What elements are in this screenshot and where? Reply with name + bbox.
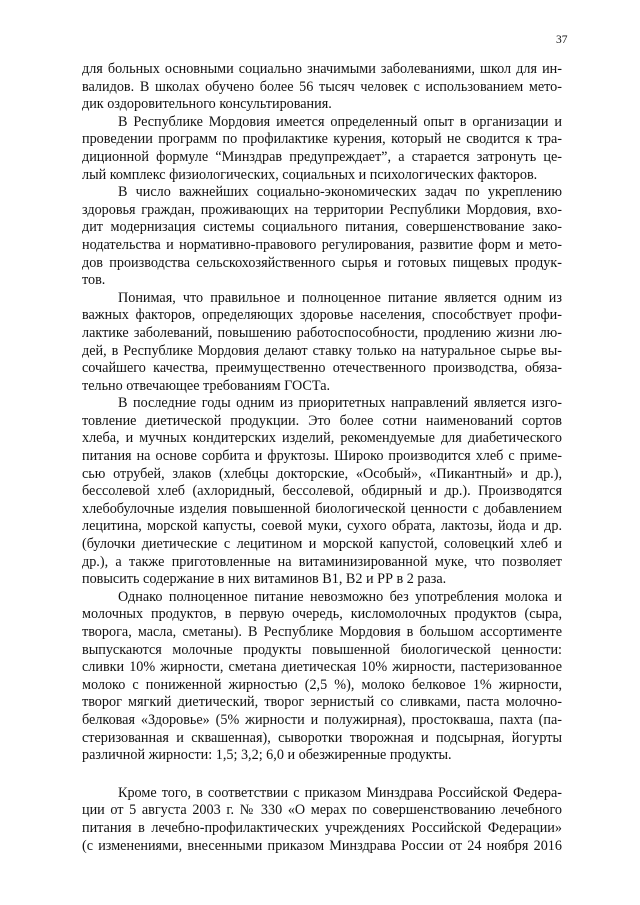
text-line: здоровья граждан, проживающих на территории Республики Мордовия, вхо-	[82, 201, 562, 218]
text-line: (с изменениями, внесенными приказом Минздрава России от 24 ноября 2016	[82, 837, 562, 854]
text-line: сью отрубей, злаков (хлебцы докторские, «Особый», «Пикантный» и др.),	[82, 465, 562, 482]
paragraph	[82, 785, 562, 855]
text-line: валидов. В школах обучено более 56 тысяч человек с использованием мето-	[82, 78, 562, 95]
text-line: важных факторов, определяющих здоровье населения, способствует профи-	[82, 307, 562, 324]
text-line: ции от 5 августа 2003 г. № 330 «О мерах по совершенствованию лечебного	[82, 802, 562, 819]
text-line: В последние годы одним из приоритетных направлений является изго-	[118, 395, 562, 412]
text-line: повысить содержание в них витаминов В1, В2 и РР в 2 раза.	[82, 571, 447, 588]
paragraph	[82, 290, 562, 396]
text-line: творога, масла, сметаны). В Республике Мордовия в большом ассортименте	[82, 624, 562, 640]
text-line: хлебобулочные изделия повышенной биологической ценности с добавлением	[82, 500, 562, 517]
text-line: нодательства и нормативно-правового регулирования, развитие форм и мето-	[82, 236, 562, 253]
text-line: дик оздоровительного консультирования.	[82, 96, 332, 113]
text-line: лый комплекс физиологических, социальных и психологических факторов.	[82, 166, 538, 183]
text-line: лактике заболеваний, повышению работоспособности, продлению жизни лю-	[82, 324, 562, 341]
text-line: выпускаются молочные продукты повышенной биологической ценности:	[82, 641, 562, 658]
text-line: Понимая, что правильное и полноценное питание является одним из	[118, 289, 562, 306]
text-line: стеризованная и сквашенная), сыворотки творожная и подсырная, йогурты	[82, 729, 562, 746]
text-line: бессолевой хлеб (ахлоридный, бессолевой, обдирный и др.). Производятся	[82, 483, 562, 500]
text-line: Однако полноценное питание невозможно без употребления молока и	[118, 588, 562, 605]
paragraph	[82, 61, 562, 114]
text-line: хлеба, и мучных кондитерских изделий, рекомендуемые для диабетического	[82, 430, 562, 447]
text-line: Кроме того, в соответствии с приказом Минздрава Российской Федера-	[118, 784, 562, 801]
text-line: питания в лечебно-профилактических учреждениях Российской Федерации»	[82, 819, 562, 836]
text-line: белковая «Здоровье» (5% жирности и полужирная), простокваша, пахта (па-	[82, 711, 562, 728]
text-line: молоко с пониженной жирностью (2,5 %), молоко белковое 1% жирности,	[82, 676, 562, 693]
text-line: сочайшего качества, преимущественно отечественного производства, обяза-	[82, 360, 562, 377]
text-line: лецитина, морской капусты, соевой муки, сухого обрата, лактозы, йода и др.	[82, 518, 562, 535]
text-line: для больных основными социально значимыми заболеваниями, школ для ин-	[82, 61, 562, 77]
text-line: дей, в Республике Мордовия делают ставку только на натуральное сырье вы-	[82, 342, 562, 359]
text-line: (булочки диетические с лецитином и морской капустой, соловецкий хлеб и	[82, 536, 562, 553]
paragraph	[82, 114, 562, 184]
text-line: тельно отвечающее требованиям ГОСТа.	[82, 377, 331, 394]
text-line: творог мягкий диетический, творог зернистый со сливками, паста молочно-	[82, 694, 562, 711]
paragraph	[82, 184, 562, 290]
text-line: питания на основе сорбита и фруктозы. Широко производится хлеб с приме-	[82, 448, 562, 465]
text-line: В Республике Мордовия имеется определенный опыт в организации и	[118, 113, 562, 130]
text-line: тов.	[82, 272, 106, 289]
text-line: дов производства сельскохозяйственного сырья и готовых пищевых продук-	[82, 254, 562, 271]
text-line: сливки 10% жирности, сметана диетическая 10% жирности, пастеризованное	[82, 659, 562, 676]
paragraph-gap	[82, 765, 562, 785]
paragraph	[82, 589, 562, 765]
text-line: молочных продуктов, в первую очередь, кисломолочных продуктов (сыра,	[82, 606, 562, 623]
text-line: В число важнейших социально-экономических задач по укреплению	[118, 184, 562, 201]
text-line: различной жирности: 1,5; 3,2; 6,0 и обезжиренные продукты.	[82, 747, 452, 764]
paragraph	[82, 395, 562, 589]
text-line: диционной формуле “Минздрав предупреждает”, а старается затронуть це-	[82, 148, 562, 165]
text-line: проведении программ по профилактике курения, который не сводится к тра-	[82, 131, 562, 148]
page-number: 37	[556, 34, 568, 46]
document-body	[82, 61, 562, 855]
text-line: товление диетической продукции. Это более сотни наименований сортов	[82, 412, 562, 429]
text-line: др.), а также приготовленные на витаминизированной муке, что позволяет	[82, 553, 562, 570]
text-line: дит модернизация системы социального питания, совершенствование зако-	[82, 219, 562, 236]
